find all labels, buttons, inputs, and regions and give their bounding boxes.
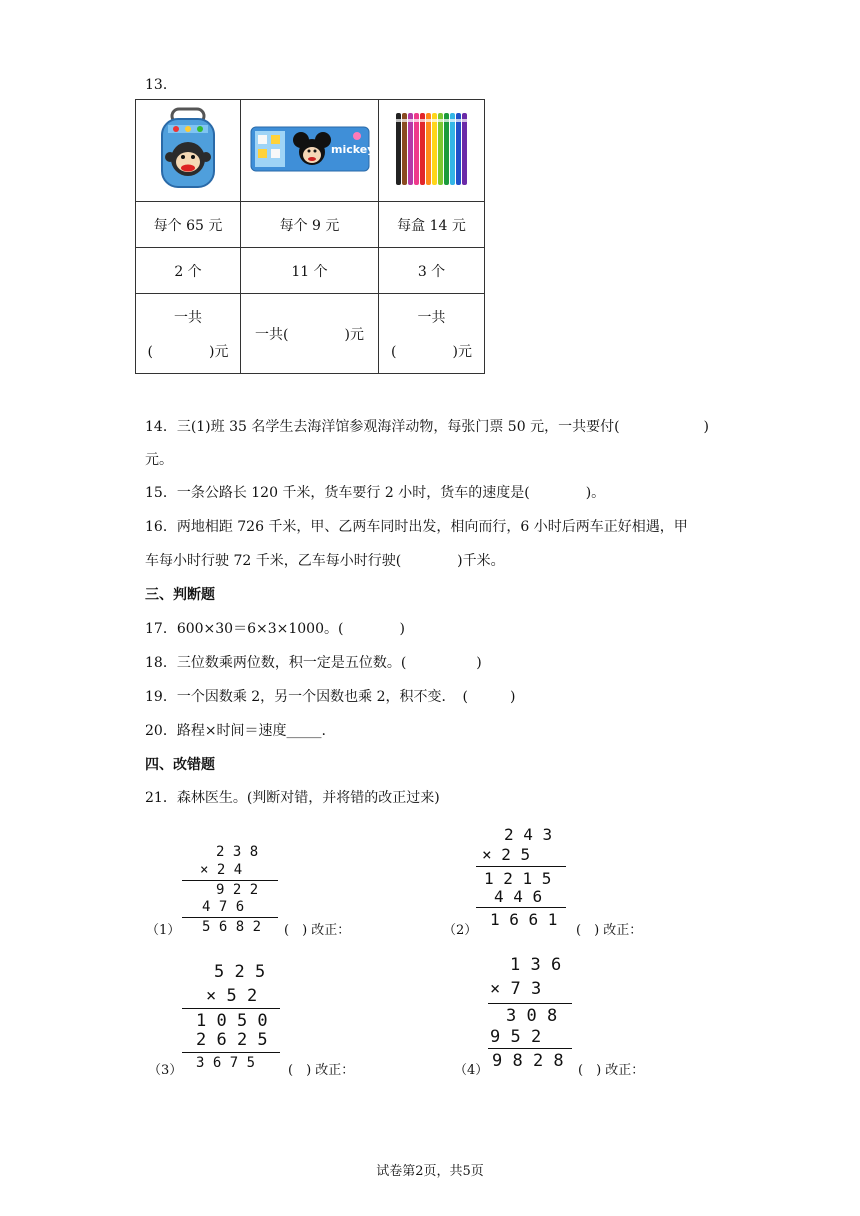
calc-suffix-3: ( ) 改正： bbox=[288, 1063, 355, 1078]
markers-icon bbox=[392, 179, 472, 195]
goods-total-cell bbox=[379, 294, 485, 374]
goods-qty-cell: 3 个 bbox=[379, 248, 485, 294]
calc-row: × 7 3 bbox=[490, 979, 542, 999]
calc-row: 1 3 6 bbox=[510, 955, 562, 975]
calc-row: 5 6 8 2 bbox=[202, 919, 262, 935]
section-title-judgement: 三、判断题 bbox=[145, 587, 215, 603]
calc-rule bbox=[488, 1003, 572, 1004]
calc-row: 9 2 2 bbox=[216, 882, 259, 898]
calc-row: × 5 2 bbox=[206, 986, 258, 1006]
calc-row: 2 3 8 bbox=[216, 844, 259, 860]
goods-total-cell bbox=[136, 294, 241, 374]
calc-label-2: （2） bbox=[443, 923, 478, 938]
calc-row: 3 0 8 bbox=[506, 1006, 558, 1026]
pencil-case-brand-text: mickey bbox=[330, 142, 371, 156]
calc-suffix-2: ( ) 改正： bbox=[576, 923, 643, 938]
calc-row: 1 6 6 1 bbox=[490, 910, 558, 929]
calc-rule bbox=[476, 907, 566, 908]
goods-total-line: 一共( )元 bbox=[255, 326, 364, 343]
calc-row: 2 6 2 5 bbox=[196, 1030, 268, 1050]
question-21: 21．森林医生。(判断对错，并将错的改正过来) bbox=[145, 790, 440, 806]
question-15: 15．一条公路长 120 千米，货车要行 2 小时，货车的速度是( )。 bbox=[145, 485, 606, 501]
question-16-line2: 车每小时行驶 72 千米，乙车每小时行驶( )千米。 bbox=[145, 553, 505, 569]
question-13-number: 13． bbox=[145, 77, 177, 93]
goods-total-line: 一共 bbox=[174, 309, 202, 326]
calc-row: 4 7 6 bbox=[202, 899, 245, 915]
question-14-line1: 14．三(1)班 35 名学生去海洋馆参观海洋动物，每张门票 50 元，一共要付( ) bbox=[145, 419, 709, 435]
question-19: 19．一个因数乘 2，另一个因数也乘 2，积不变． ( ) bbox=[145, 689, 516, 705]
goods-price-table bbox=[135, 99, 485, 374]
calc-suffix-1: ( ) 改正： bbox=[284, 923, 351, 938]
goods-price-cell: 每个 9 元 bbox=[241, 202, 379, 248]
calc-rule bbox=[182, 1052, 280, 1053]
goods-price-cell: 每盒 14 元 bbox=[379, 202, 485, 248]
calc-row: 1 2 1 5 bbox=[484, 869, 552, 888]
question-20: 20．路程×时间＝速度_____. bbox=[145, 723, 326, 739]
pencil-case-icon bbox=[249, 142, 371, 179]
calc-row: 3 6 7 5 bbox=[196, 1055, 256, 1071]
section-title-correction: 四、改错题 bbox=[145, 757, 215, 773]
calc-rule bbox=[488, 1048, 572, 1049]
question-14-line2: 元。 bbox=[145, 452, 173, 468]
question-17: 17．600×30＝6×3×1000。( ) bbox=[145, 621, 405, 637]
page-footer: 试卷第2页，共5页 bbox=[376, 1164, 484, 1179]
calc-suffix-4: ( ) 改正： bbox=[578, 1063, 645, 1078]
calc-rule bbox=[182, 917, 278, 918]
calc-row: 4 4 6 bbox=[494, 887, 543, 906]
backpack-icon bbox=[152, 181, 224, 197]
calc-label-3: （3） bbox=[148, 1063, 183, 1078]
calc-row: 9 5 2 bbox=[490, 1027, 542, 1047]
calc-label-4: （4） bbox=[454, 1063, 489, 1078]
goods-qty-cell: 11 个 bbox=[241, 248, 379, 294]
goods-image-cell bbox=[136, 100, 241, 202]
goods-price-cell: 每个 65 元 bbox=[136, 202, 241, 248]
calc-rule bbox=[182, 880, 278, 881]
calc-row: 1 0 5 0 bbox=[196, 1011, 268, 1031]
goods-qty-cell: 2 个 bbox=[136, 248, 241, 294]
calc-row: × 2 5 bbox=[482, 845, 531, 864]
calc-label-1: （1） bbox=[146, 923, 181, 938]
goods-image-cell bbox=[241, 100, 379, 202]
calc-row: 2 4 3 bbox=[504, 825, 553, 844]
goods-total-line: 一共 bbox=[417, 309, 446, 326]
goods-total-line: ( )元 bbox=[147, 343, 229, 360]
calc-row: × 2 4 bbox=[200, 862, 243, 878]
question-18: 18．三位数乘两位数，积一定是五位数。( ) bbox=[145, 655, 482, 671]
goods-total-line: ( )元 bbox=[391, 343, 472, 360]
calc-rule bbox=[476, 866, 566, 867]
question-16-line1: 16．两地相距 726 千米，甲、乙两车同时出发，相向而行，6 小时后两车正好相遇，甲 bbox=[145, 519, 688, 535]
calc-row: 5 2 5 bbox=[214, 962, 266, 982]
calc-rule bbox=[182, 1008, 280, 1009]
goods-total-cell bbox=[241, 294, 379, 374]
calc-row: 9 8 2 8 bbox=[492, 1051, 564, 1071]
goods-image-cell bbox=[379, 100, 485, 202]
